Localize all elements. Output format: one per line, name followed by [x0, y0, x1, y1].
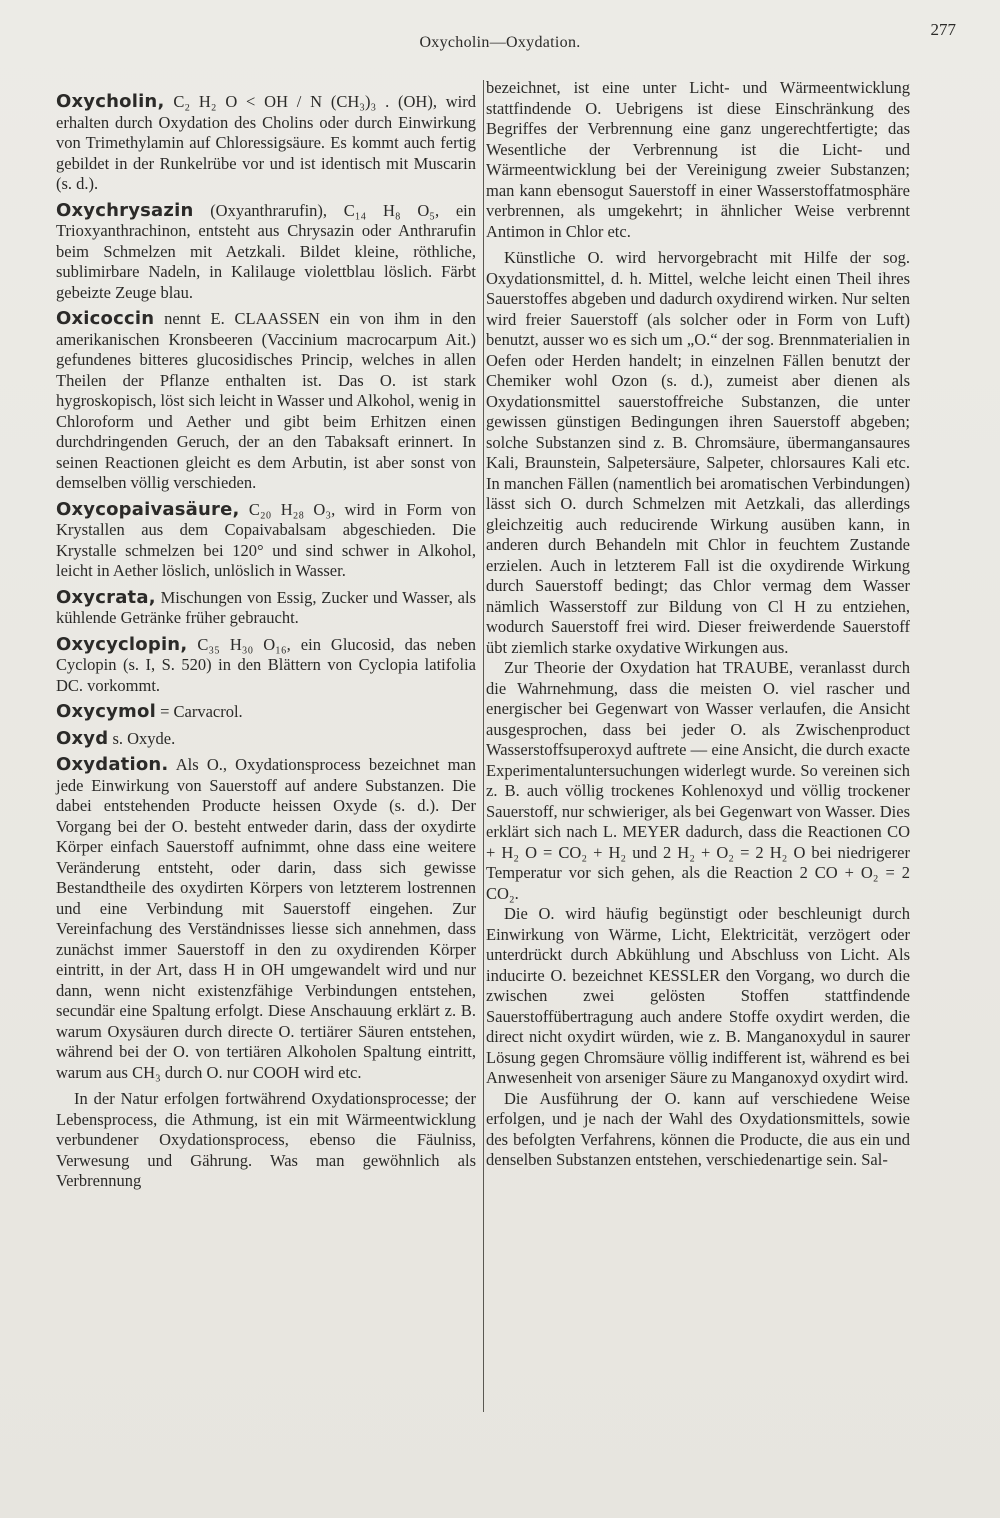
right-column	[486, 78, 910, 1171]
entry-text: nennt E. CLAASSEN ein von ihm in den amerikanischen Kronsbeeren (Vaccinium macrocarpum Ait.) gefundenes bitteres glucosidisches Princip, welches in allen Theilen der Pflanze enthalten ist. Das O. ist stark hygroskopisch, löst sich leicht in Wasser und Alkohol, wenig in Chloroform und Aether und gibt beim Erhitzen einen durchdringenden Geruch, der an den Tabaksaft erinnert. In seinen Reactionen gleicht es dem Arbutin, ist aber sonst von demselben völlig verschieden.	[56, 309, 477, 492]
headword: Oxycrata,	[56, 586, 156, 608]
entry-text: C₃₅ H₃₀ O₁₆, ein Glucosid, das neben Cyclopin (s. I, S. 520) in den Blättern von Cyclopia latifolia DC. vorkommt.	[56, 634, 476, 695]
headword: Oxyd	[56, 727, 109, 749]
paragraph-natur	[56, 1089, 476, 1192]
entry-text: Mischungen von Essig, Zucker und Wasser, als kühlende Getränke früher gebraucht.	[56, 587, 477, 627]
entry-oxyd	[56, 729, 476, 750]
entry-text: = Carvacrol.	[160, 702, 243, 721]
running-head: Oxycholin—Oxydation.	[419, 34, 581, 51]
entry-oxychrysazin	[56, 201, 476, 304]
entry-text: C₂₀ H₂₈ O₃, wird in Form von Krystallen aus dem Copaivabalsam abgeschieden. Die Krystalle schmelzen bei 120° und sind schwer in Alkohol, leicht in Aether löslich, unlöslich in Wasser.	[56, 499, 477, 580]
left-column	[56, 78, 476, 1192]
entry-text: (Oxyanthrarufin), C₁₄ H₈ O₅, ein Trioxyanthrachinon, entsteht aus Chrysazin oder Anthrarufin beim Schmelzen mit Aetzkali. Bildet kleine, röthliche, sublimirbare Nadeln, in Kalilauge violettblau löslich. Färbt gebeizte Zeuge blau.	[56, 200, 476, 302]
page-number: 277	[930, 20, 956, 39]
entry-oxycymol	[56, 702, 476, 723]
entry-text: C₂ H₂ O < OH / N (CH₃)₃ . (OH), wird erhalten durch Oxydation des Cholins oder durch Einwirkung von Trimethylamin auf Chloressigsäure. Es kommt auch fertig gebildet in der Runkelrübe vor und ist identisch mit Muscarin (s. d.).	[56, 92, 477, 193]
entry-oxycrata	[56, 588, 476, 629]
headword: Oxychrysazin	[56, 199, 194, 221]
column-divider	[483, 80, 484, 1412]
entry-text: Als O., Oxydationsprocess bezeichnet man jede Einwirkung von Sauerstoff auf andere Substanzen. Die dabei entstehenden Producte heissen Oxyde (s. d.). Der Vorgang bei der O. besteht entweder darin, dass der oxydirte Körper einfach Sauerstoff aufnimmt, ohne dass eine weitere Veränderung entsteht, oder darin, dass sich gewisse Bestandtheile des oxydirten Körpers von letzterem lostrennen und eine Verbindung mit Sauerstoff eingehen. Zur Vereinfachung des Verständnisses liesse sich annehmen, dass zunächst immer Sauerstoff in den zu oxydirenden Körper eintritt, in der Art, dass H in OH umgewandelt wird und nur dann, wenn nicht existenzfähige Verbindungen entstehen, secundär eine Spaltung erfolgt. Diese Anschauung erklärt z. B. warum Oxysäuren durch directe O. tertiärer Säuren entstehen, während bei der O. von tertiären Alkoholen Spaltung eintritt, warum aus CH₃ durch O. nur COOH wird etc.	[56, 755, 477, 1082]
headword: Oxycholin,	[56, 91, 165, 112]
paragraph-ausfuehrung: Die Ausführung der O. kann auf verschiedene Weise erfolgen, und je nach der Wahl des Oxydationsmittels, sowie des befolgten Verfahrens, können die Producte, die aus ein und denselben Substanzen entstehen, verschiedenartige sein. Sal-	[486, 1088, 910, 1169]
entry-oxycyclopin	[56, 635, 476, 697]
headword: Oxycymol	[56, 701, 156, 722]
entry-oxydation	[56, 755, 476, 1083]
paragraph-verbrennung: bezeichnet, ist eine unter Licht- und Wärmeentwicklung stattfindende O. Uebrigens ist diese Einschränkung des Begriffes der Verbrennung eine ganz ungerechtfertigte; das Wesentliche der Verbrennung ist die Licht- und Wärmeentwicklung bei der Vereinigung zweier Substanzen; man kann ebensogut Sauerstoff in einer Wasserstoffatmosphäre verbrennen, als umgekehrt; in ähnlicher Weise verbrennt Antimon in Chlor etc.	[486, 78, 910, 241]
paragraph-kuenstliche-oxydation: Künstliche O. wird hervorgebracht mit Hilfe der sog. Oxydationsmittel, d. h. Mittel, welche leicht einen Theil ihres Sauerstoffes abgeben und dadurch oxydirend wirken. Nur selten wird freier Sauerstoff (als solcher oder in Form von Luft) benutzt, ausser wo es sich um „O.“ der sog. Brennmaterialien in Oefen oder Herden handelt; in einzelnen Fällen benutzt der Chemiker wohl Ozon (s. d.), zumeist aber dienen als Oxydationsmittel sauerstoffreiche Substanzen, die unter gewissen günstigen Bedingungen ihren Sauerstoff abgeben; solche Substanzen sind z. B. Chromsäure, übermangansaures Kali, Braunstein, Salpetersäure, Salpeter, chlorsaures Kali etc. In manchen Fällen (namentlich bei aromatischen Verbindungen) lässt sich O. durch Schmelzen mit Aetzkali, das allerdings gleichzeitig auch reducirende Wirkung ausüben kann, in anderen durch Behandeln mit Chlor in feuchtem Zustande erzielen. Auch in letzterem Fall ist die oxydirende Wirkung durch Sauerstoff bedingt; das Chlor vermag dem Wasser nämlich Wasserstoff zur Bildung von Cl H zu entziehen, wodurch Sauerstoff frei wird. Dieser freiwerdende Sauerstoff übt ziemlich starke oxydative Wirkungen aus.	[486, 248, 910, 657]
entry-oxicoccin	[56, 309, 476, 494]
headword: Oxycyclopin,	[56, 633, 188, 655]
paragraph-theorie: Zur Theorie der Oxydation hat TRAUBE, veranlasst durch die Wahrnehmung, dass die meisten O. viel rascher und energischer bei Gegenwart von Wasser verlaufen, die Ansicht ausgesprochen, dass bei jeder O. als Zwischenproduct Wasserstoffsuperoxyd auftrete — eine Ansicht, die durch exacte Experimentaluntersuchungen widerlegt wurde. So vereinen sich z. B. auch völlig trockenes Kohlenoxyd und völlig trockener Sauerstoff, nur schwieriger, als bei Gegenwart von Wasser. Dies erklärt sich nach L. MEYER dadurch, dass die Reactionen CO + H₂ O = CO₂ + H₂ und 2 H₂ + O₂ = 2 H₂ O bei niedrigerer Temperatur vor sich gehen, als die Reaction 2 CO + O₂ = 2 CO₂.	[486, 658, 910, 903]
entry-oxycholin	[56, 92, 476, 195]
paragraph-text: In der Natur erfolgen fortwährend Oxydationsprocesse; der Lebensprocess, die Athmung, ist ein mit Wärmeentwicklung verbundener Oxydationsprocess, ebenso die Fäulniss, Verwesung und Gährung. Was man gewöhnlich als Verbrennung	[56, 1089, 476, 1190]
paragraph-beguenstigung: Die O. wird häufig begünstigt oder beschleunigt durch Einwirkung von Wärme, Licht, Elektricität, verzögert oder unterdrückt durch Abkühlung und Abschluss von Licht. Als inducirte O. bezeichnet KESSLER den Vorgang, wo durch die zwischen zwei gelösten Stoffen stattfindende Sauerstoffübertragung auch andere Stoffe oxydirt werden, die direct nicht oxydirt würden, wie z. B. Manganoxydul in saurer Lösung gegen Chromsäure völlig indifferent ist, während es bei Anwesenheit von arseniger Säure zu Manganoxyd oxydirt wird.	[486, 904, 910, 1087]
entry-text: s. Oxyde.	[112, 728, 176, 748]
headword: Oxydation.	[56, 754, 169, 775]
headword: Oxicoccin	[56, 308, 155, 329]
headword: Oxycopaivasäure,	[56, 498, 240, 520]
entry-oxycopaivasaeure	[56, 500, 476, 582]
